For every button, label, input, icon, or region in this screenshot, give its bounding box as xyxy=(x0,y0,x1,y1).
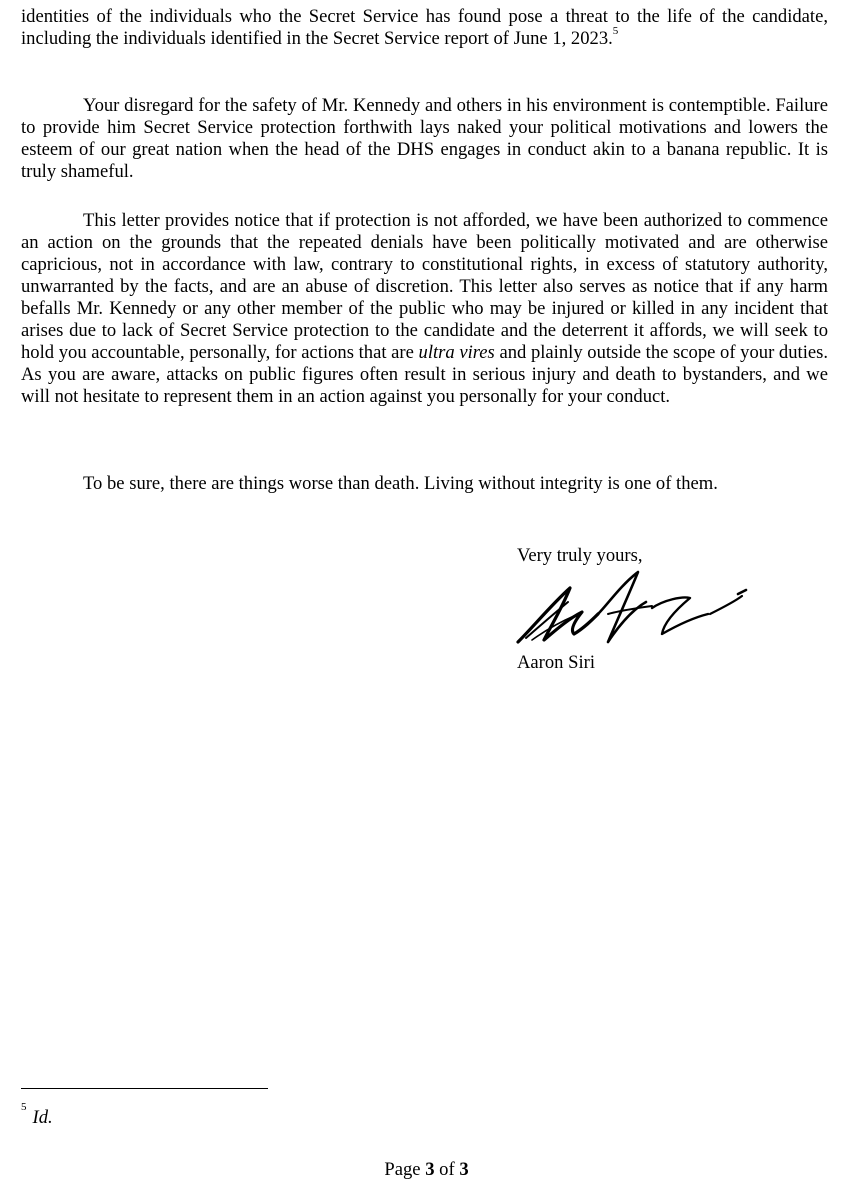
paragraph-continuation xyxy=(21,6,828,50)
paragraph-notice xyxy=(21,210,828,408)
footnote xyxy=(21,1102,53,1129)
paragraph-disregard: Your disregard for the safety of Mr. Kennedy and others in his environment is contemptible. Failure to provide him Secret Service protection forthwith lays naked your political motivations and lowers the esteem of our great nation when the head of the DHS engages in conduct akin to a banana republic. It is truly shameful. xyxy=(21,95,828,182)
closing-salutation: Very truly yours, xyxy=(517,545,643,566)
paragraph-closing-remark: To be sure, there are things worse than death. Living without integrity is one of them. xyxy=(83,473,718,494)
footnote-number: 5 xyxy=(21,1101,27,1113)
signer-name: Aaron Siri xyxy=(517,652,595,673)
italic-term: ultra vires xyxy=(418,342,495,363)
footnote-text: Id. xyxy=(32,1107,53,1129)
footnote-divider xyxy=(21,1088,268,1089)
paragraph-text: This letter provides notice that if protection is not afforded, we have been authorized to commence an action on the grounds that the repeated denials have been politically motivated and are otherwise capricious, not in accordance with law, contrary to constitutional rights, in excess of statutory authority, unwarranted by the facts, and are an abuse of discretion. This letter also serves as notice that if any harm befalls Mr. Kennedy or any other member of the public who may be injured or killed in any incident that arises due to lack of Secret Service protection to the candidate and the deterrent it affords, we will seek to hold you accountable, personally, for actions that are xyxy=(21,210,828,363)
footnote-reference: 5 xyxy=(612,25,619,37)
current-page: 3 xyxy=(425,1159,435,1180)
page-number xyxy=(0,1159,853,1181)
paragraph-text: and plainly outside the scope of your duties. As you are aware, attacks on public figures often result in serious injury and death to bystanders, and we will not hesitate to represent them in an action against you personally for your conduct. xyxy=(21,342,828,407)
paragraph-text: identities of the individuals who the Secret Service has found pose a threat to the life of the candidate, including the individuals identified in the Secret Service report of June 1, 2023. xyxy=(21,6,828,49)
total-pages: 3 xyxy=(459,1159,469,1180)
page-of-label: of xyxy=(439,1159,455,1180)
page-label: Page xyxy=(384,1159,421,1180)
signature-image xyxy=(512,568,752,650)
